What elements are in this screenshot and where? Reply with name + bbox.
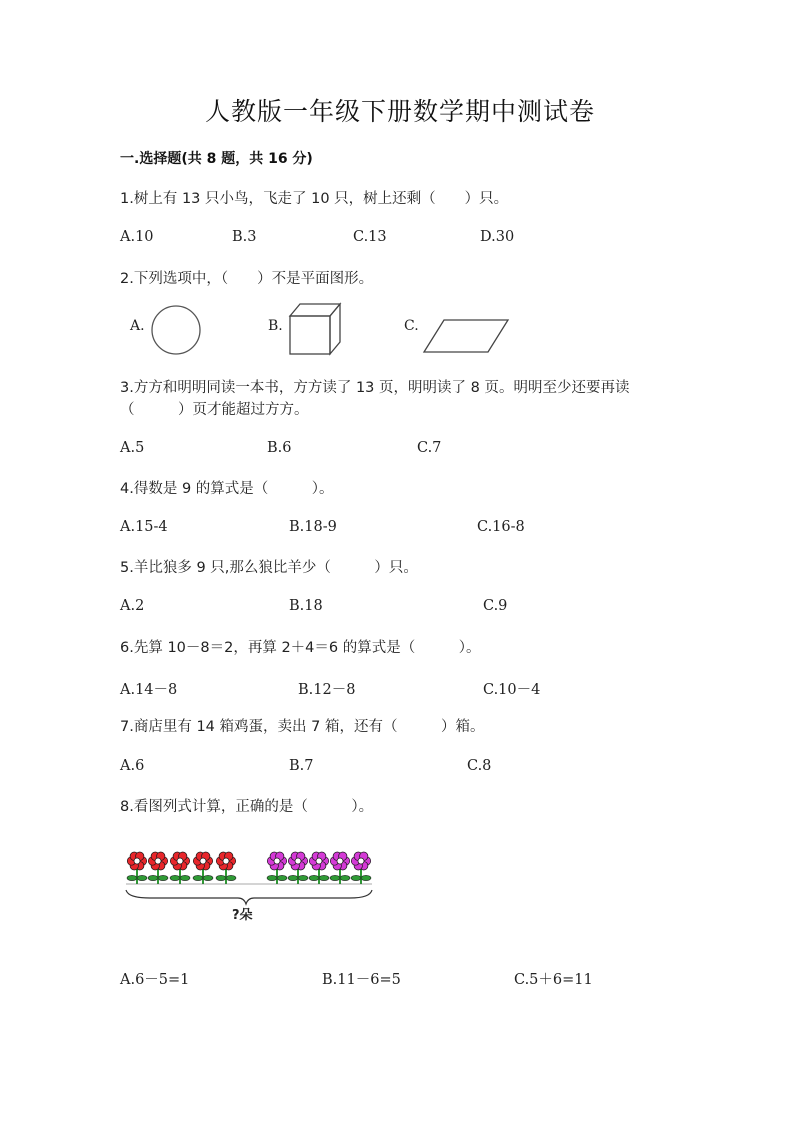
q7-option-a[interactable]: A.6 — [120, 758, 145, 774]
q5-option-c[interactable]: C.9 — [483, 598, 508, 614]
parallelogram-shape-icon — [422, 318, 512, 356]
q1-option-b[interactable]: B.3 — [232, 229, 257, 245]
q4-option-b[interactable]: B.18-9 — [289, 519, 337, 535]
q6-option-c[interactable]: C.10－4 — [483, 682, 541, 698]
q1-option-d[interactable]: D.30 — [480, 229, 515, 245]
q6-option-a[interactable]: A.14－8 — [120, 682, 178, 698]
q3-option-b[interactable]: B.6 — [267, 440, 292, 456]
flower-total-label: ?朵 — [232, 908, 253, 923]
q3-option-a[interactable]: A.5 — [120, 440, 145, 456]
q2-option-c[interactable]: C. — [404, 318, 419, 334]
question-4: 4.得数是 9 的算式是（ ）。 — [120, 481, 334, 497]
question-8: 8.看图列式计算，正确的是（ ）。 — [120, 799, 374, 815]
q1-option-c[interactable]: C.13 — [353, 229, 387, 245]
red-flower-icon — [170, 852, 190, 884]
purple-flower-icon — [309, 852, 329, 884]
purple-flower-icon — [330, 852, 350, 884]
q7-option-c[interactable]: C.8 — [467, 758, 492, 774]
q4-option-a[interactable]: A.15-4 — [120, 519, 168, 535]
purple-flower-icon — [288, 852, 308, 884]
q1-option-a[interactable]: A.10 — [120, 229, 154, 245]
question-2: 2.下列选项中，（ ）不是平面图形。 — [120, 271, 374, 287]
q7-option-b[interactable]: B.7 — [289, 758, 314, 774]
question-7: 7.商店里有 14 箱鸡蛋，卖出 7 箱，还有（ ）箱。 — [120, 719, 485, 735]
q8-option-b[interactable]: B.11－6=5 — [322, 972, 401, 988]
red-flower-icon — [127, 852, 147, 884]
question-1: 1.树上有 13 只小鸟，飞走了 10 只，树上还剩（ ）只。 — [120, 191, 509, 207]
question-6: 6.先算 10－8＝2，再算 2＋4＝6 的算式是（ ）。 — [120, 640, 481, 656]
q2-option-b[interactable]: B. — [268, 318, 283, 334]
circle-shape-icon — [150, 304, 204, 356]
q5-option-a[interactable]: A.2 — [120, 598, 145, 614]
q3-option-c[interactable]: C.7 — [417, 440, 442, 456]
q6-option-b[interactable]: B.12－8 — [298, 682, 356, 698]
purple-flower-icon — [267, 852, 287, 884]
red-flower-icon — [216, 852, 236, 884]
q4-option-c[interactable]: C.16-8 — [477, 519, 525, 535]
section-heading: 一.选择题(共 8 题，共 16 分) — [120, 151, 313, 167]
question-3-line-1: 3.方方和明明同读一本书，方方读了 13 页，明明读了 8 页。明明至少还要再读 — [120, 380, 630, 396]
q8-option-a[interactable]: A.6－5=1 — [120, 972, 190, 988]
page-title: 人教版一年级下册数学期中测试卷 — [204, 97, 595, 126]
question-3-line-2: （ ）页才能超过方方。 — [120, 402, 309, 418]
brace-line — [126, 890, 372, 904]
q5-option-b[interactable]: B.18 — [289, 598, 323, 614]
purple-flower-icon — [351, 852, 371, 884]
red-flower-icon — [193, 852, 213, 884]
cube-shape-icon — [284, 300, 344, 356]
q2-option-a[interactable]: A. — [130, 318, 145, 334]
question-5: 5.羊比狼多 9 只,那么狼比羊少（ ）只。 — [120, 560, 418, 576]
q8-option-c[interactable]: C.5＋6=11 — [514, 972, 593, 988]
red-flower-icon — [148, 852, 168, 884]
